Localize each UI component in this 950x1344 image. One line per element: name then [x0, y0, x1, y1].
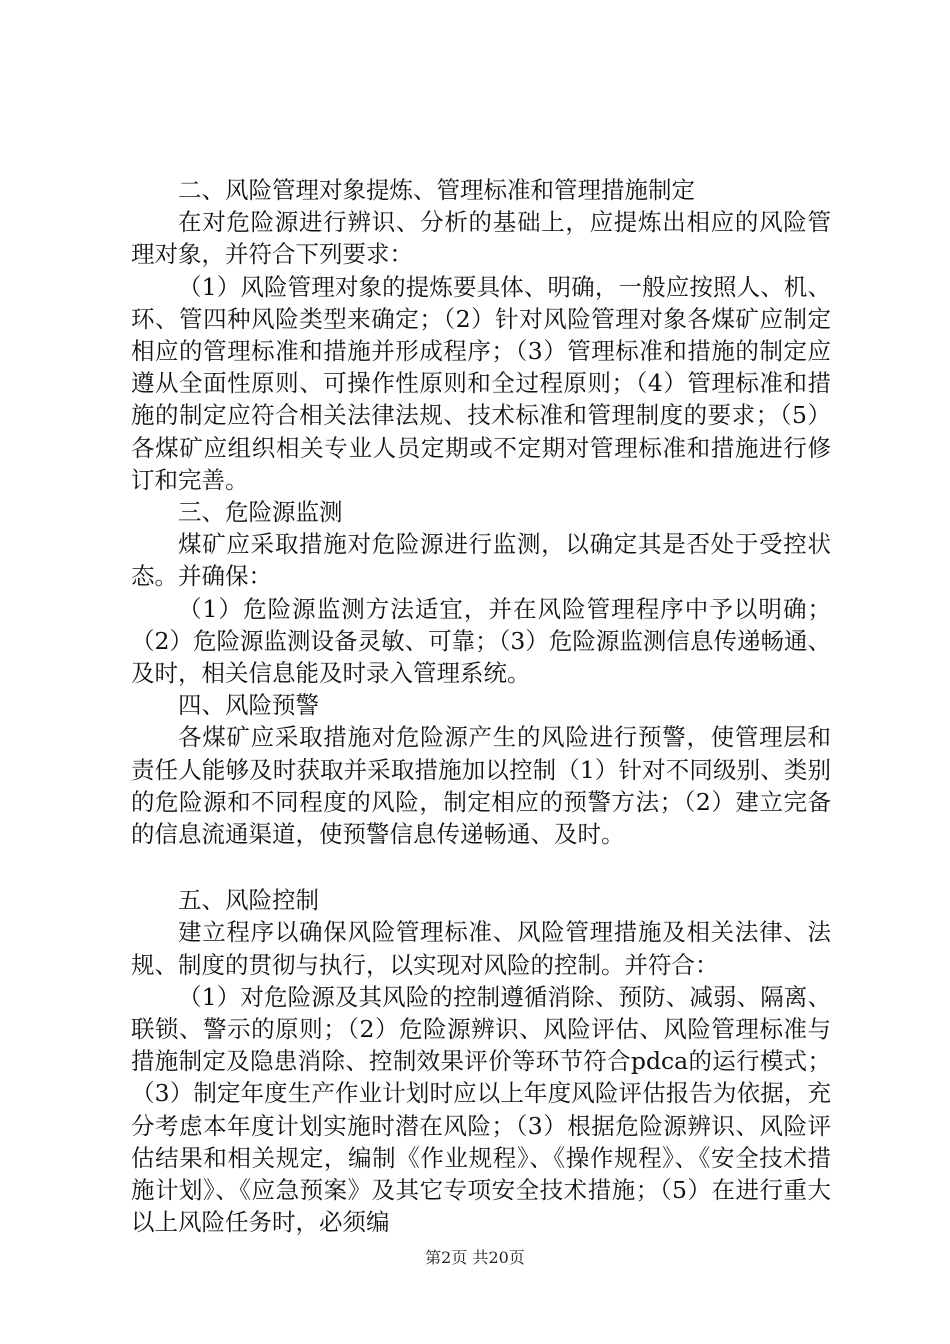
document-body	[131, 174, 831, 1239]
section-intro-3: 煤矿应采取措施对危险源进行监测，以确定其是否处于受控状态。并确保：	[131, 530, 831, 591]
section-body-5: （1）对危险源及其风险的控制遵循消除、预防、减弱、隔离、联锁、警示的原则；（2）危险源辨识、风险评估、风险管理标准与措施制定及隐患消除、控制效果评价等环节符合pdca的运行模式；（3）制定年度生产作业计划时应以上年度风险评估报告为依据，充分考虑本年度计划实施时潜在风险；（3）根据危险源辨识、风险评估结果和相关规定，编制《作业规程》、《操作规程》、《安全技术措施计划》、《应急预案》及其它专项安全技术措施；（5）在进行重大以上风险任务时，必须编	[131, 982, 831, 1237]
section-body-3: （1）危险源监测方法适宜，并在风险管理程序中予以明确；（2）危险源监测设备灵敏、可靠；（3）危险源监测信息传递畅通、及时，相关信息能及时录入管理系统。	[131, 594, 831, 688]
section-body-2: （1）风险管理对象的提炼要具体、明确，一般应按照人、机、环、管四种风险类型来确定；（2）针对风险管理对象各煤矿应制定相应的管理标准和措施并形成程序；（3）管理标准和措施的制定应遵从全面性原则、可操作性原则和全过程原则；（4）管理标准和措施的制定应符合相关法律法规、技术标准和管理制度的要求；（5）各煤矿应组织相关专业人员定期或不定期对管理标准和措施进行修订和完善。	[131, 272, 831, 494]
paragraph-gap	[131, 850, 831, 884]
section-heading-4: 四、风险预警	[178, 691, 319, 720]
section-heading-3: 三、危险源监测	[178, 498, 343, 527]
section-intro-2: 在对危险源进行辨识、分析的基础上，应提炼出相应的风险管理对象，并符合下列要求：	[131, 208, 831, 269]
section-intro-5: 建立程序以确保风险管理标准、风险管理措施及相关法律、法规、制度的贯彻与执行，以实现对风险的控制。并符合：	[131, 918, 831, 979]
section-intro-4: 各煤矿应采取措施对危险源产生的风险进行预警，使管理层和责任人能够及时获取并采取措施加以控制（1）针对不同级别、类别的危险源和不同程度的风险，制定相应的预警方法；（2）建立完备的信息流通渠道，使预警信息传递畅通、及时。	[131, 723, 831, 849]
section-heading-5: 五、风险控制	[178, 886, 319, 915]
page-footer: 第2页 共20页	[425, 1248, 525, 1267]
section-heading-2: 二、风险管理对象提炼、管理标准和管理措施制定	[178, 176, 695, 204]
